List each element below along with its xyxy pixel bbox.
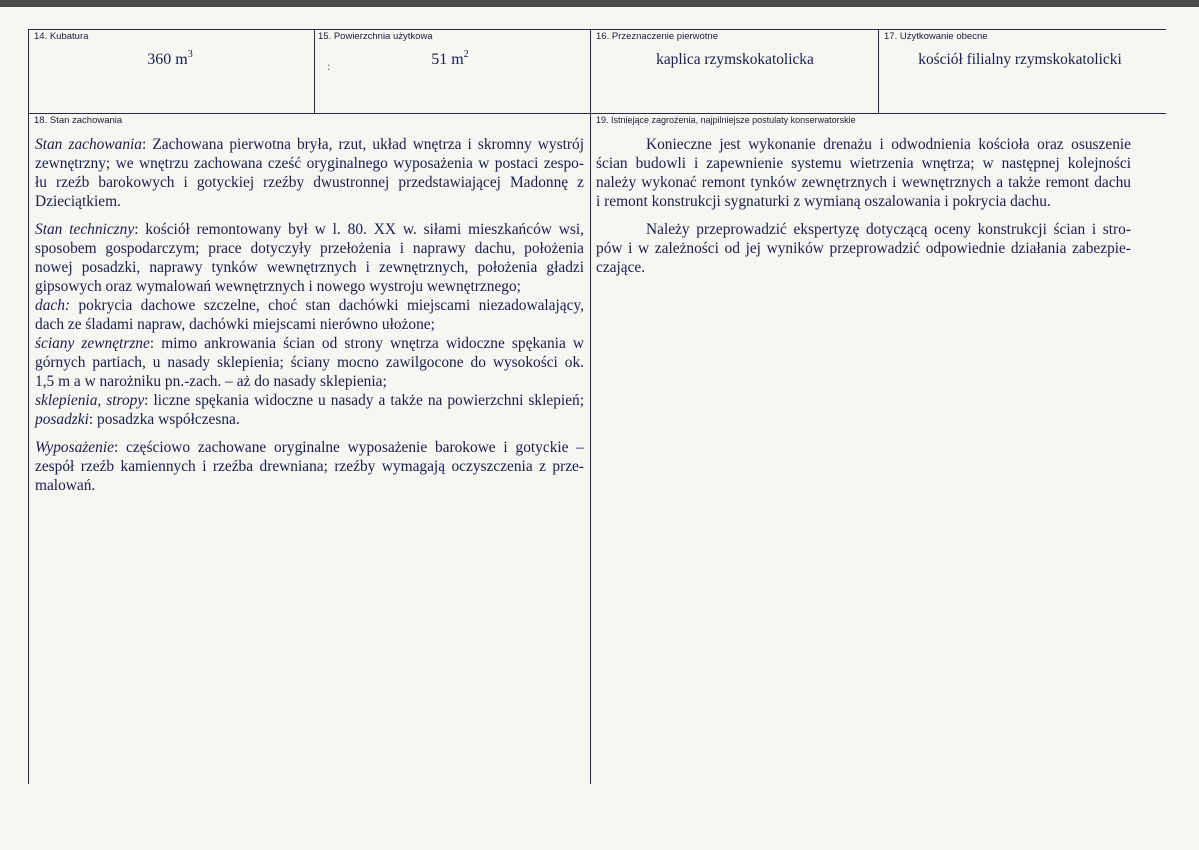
scan-top-edge xyxy=(0,0,1199,7)
term-posadzki: posadzki xyxy=(35,411,89,428)
term-sciany: ściany zewnętrzne xyxy=(35,335,150,352)
rule-col-17 xyxy=(878,29,879,113)
powierzchnia-prefix: : xyxy=(327,59,331,73)
przeznaczenie-value: kaplica rzymskokatolicka xyxy=(656,51,814,68)
uzytkowanie-label: 17. Użytkowanie obecne xyxy=(884,31,988,42)
rule-left xyxy=(28,29,29,784)
zagrozenia-paragraph-1: Konieczne jest wykonanie drenażu i odwodnienia kościoła oraz osuszenie ścian budowli i zapewnienie systemu wietrzenia wnętrza; w następnej kolejności należy wykonać remont tynków zewnętrznych i wewnętrznych a także remont dachu i remont konstrukcji sygnaturki z wymianą oszalowania i pokrycia dachu. xyxy=(596,136,1131,210)
kubatura-value: 360 $m^3$ xyxy=(147,49,193,68)
przeznaczenie-label: 16. Przeznaczenie pierwotne xyxy=(596,31,718,42)
stan-techniczny-paragraph: Stan techniczny: kościół remontowany był w l. 80. XX w. siłami mieszkańców wsi, sposobem gospodarczym; prace dotyczyły przełożenia i naprawy dachu, położenia nowej posadzki, naprawy tynków wewnętrznych i zewnętrznych, położenia gładzi gipsowych oraz wymalowań wewnętrznych i nowego wystroju wewnętrznego; dach: pokrycia dachowe szczelne, choć stan dachówki miejscami niezadowalający, dach ze śladami napraw, dachówki miejscami nierówno ułożone; ściany zewnętrzne: mimo ankrowania ścian od strony wnętrza widoczne spękania w górnych partiach, u nasady sklepienia; ściany mocno zawilgocone do wysokości ok. 1,5 m a w narożniku pn.-zach. – aż do nasady sklepienia; sklepienia, stropy: liczne spękania widoczne u nasady a także na powierzchni sklepień; posadzki: posadzka współczesna. xyxy=(35,221,585,428)
rule-middle xyxy=(28,113,1166,114)
rule-col-center xyxy=(590,29,591,784)
rule-col-15 xyxy=(314,29,315,113)
term-dach: dach: xyxy=(35,297,71,314)
powierzchnia-label: 15. Powierzchnia użytkowa xyxy=(318,31,433,42)
zagrozenia-paragraph-2: Należy przeprowadzić ekspertyzę dotyczącą oceny konstrukcji ścian i stro- pów i w zależności od jej wyników przeprowadzić odpowiednie działania zabezpie- czające. xyxy=(596,221,1131,276)
term-stan-techniczny: Stan techniczny xyxy=(35,221,135,238)
rule-top xyxy=(28,29,1166,30)
stan-zachowania-paragraph: Stan zachowania: Zachowana pierwotna bryła, rzut, układ wnętrza i skromny wystrój zewnętrzny; we wnętrzu zachowana cześć oryginalnego wyposażenia w postaci zespo- łu rzeźb barokowych i gotyckiej rzeźby dwustronnej przedstawiającej Madonnę z Dzieciątkiem. xyxy=(35,136,584,210)
term-stan-zachowania: Stan zachowania xyxy=(35,136,142,153)
term-sklepienia: sklepienia, stropy xyxy=(35,392,145,409)
stan-zachowania-label: 18. Stan zachowania xyxy=(34,115,123,126)
kubatura-label: 14. Kubatura xyxy=(34,31,89,42)
uzytkowanie-value: kościół filialny rzymskokatolicki xyxy=(918,51,1122,68)
zagrozenia-label: 19. Istniejące zagrożenia, najpilniejsze postulaty konserwatorskie xyxy=(596,115,856,125)
term-wyposazenie: Wyposażenie xyxy=(35,439,114,456)
powierzchnia-value: 51 $m^2$ xyxy=(431,49,469,68)
wyposazenie-paragraph: Wyposażenie: częściowo zachowane oryginalne wyposażenie barokowe i gotyckie – zespół rzeźb kamiennych i rzeźba drewniana; rzeźby wymagają oczyszczenia z prze- malowań. xyxy=(35,439,584,494)
